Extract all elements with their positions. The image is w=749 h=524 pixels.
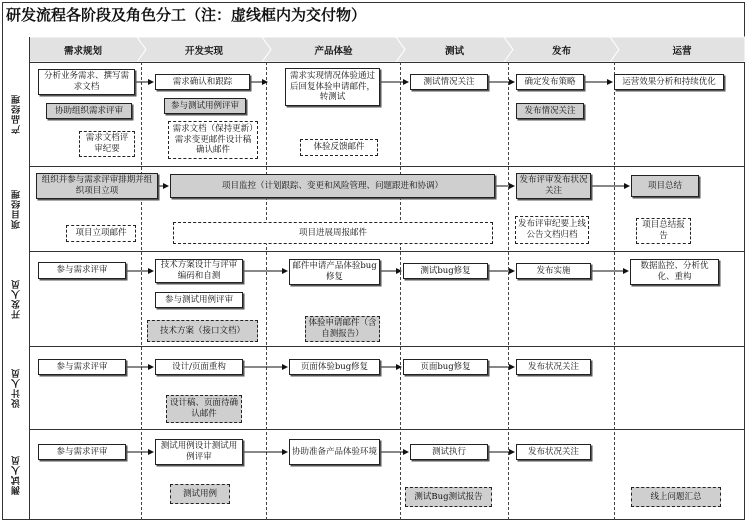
release-strategy-box: 确定发布策略 bbox=[516, 74, 584, 90]
experience-mail-deliverable: 体验申请邮件（含自测报告） bbox=[305, 316, 380, 342]
requirement-doc-deliverable: 需求文档（保持更新）需求变更邮件设计稿确认邮件 bbox=[168, 121, 258, 159]
dev-join-test-review-box: 参与测试用例评审 bbox=[155, 292, 243, 308]
page-bug-fix-box: 页面bug修复 bbox=[403, 359, 488, 375]
dev-join-review-box: 参与需求评审 bbox=[38, 262, 126, 279]
design-confirm-mail-deliverable: 设计稿、页面待确认邮件 bbox=[166, 395, 242, 423]
role-product-manager: 产品经理 bbox=[11, 94, 22, 134]
role-designer: 设计人员 bbox=[11, 367, 22, 408]
organize-review-box: 组织并参与需求评审排期并组织项目立项 bbox=[36, 173, 158, 199]
experience-bug-fix-box: 邮件申请产品体验bug修复 bbox=[289, 259, 380, 285]
phase-requirements: 需求规划 bbox=[63, 45, 102, 57]
project-summary-box: 项目总结 bbox=[631, 175, 699, 197]
release-minutes-deliverable: 发布评审纪要上线公告文档归档 bbox=[515, 216, 589, 244]
test-execute-box: 测试执行 bbox=[410, 444, 488, 460]
release-review-box: 发布评审发布状况关注 bbox=[516, 173, 591, 199]
page-experience-fix-box: 页面体验bug修复 bbox=[289, 359, 380, 375]
kickoff-mail-deliverable: 项目立项邮件 bbox=[66, 225, 136, 242]
qa-release-focus-box: 发布状况关注 bbox=[516, 444, 591, 460]
ops-analysis-box: 运营效果分析和持续优化 bbox=[614, 74, 724, 90]
deploy-box: 发布实施 bbox=[516, 263, 591, 279]
role-tester: 测试人员 bbox=[11, 454, 22, 495]
issue-summary-deliverable: 线上问题汇总 bbox=[631, 487, 721, 507]
release-focus-box: 发布情况关注 bbox=[516, 103, 584, 119]
summary-report-deliverable: 项目总结报告 bbox=[636, 218, 691, 244]
weekly-report-deliverable: 项目进展周报邮件 bbox=[173, 222, 493, 244]
bug-report-deliverable: 测试Bug测试报告 bbox=[405, 487, 492, 507]
diagram-title: 研发流程各阶段及角色分工（注：虚线框内为交付物） bbox=[6, 6, 367, 24]
join-test-review-box: 参与测试用例评审 bbox=[164, 98, 246, 114]
design-release-focus-box: 发布状况关注 bbox=[516, 359, 591, 375]
phase-testing: 测试 bbox=[444, 45, 464, 57]
assist-review-box: 协助组织需求评审 bbox=[46, 103, 132, 119]
page-design-box: 设计/页面重构 bbox=[155, 359, 243, 375]
tech-doc-deliverable: 技术方案（接口文档） bbox=[147, 320, 258, 342]
test-bug-fix-box: 测试bug修复 bbox=[403, 263, 488, 279]
tech-design-box: 技术方案设计与评审编码和自测 bbox=[155, 259, 243, 283]
test-cases-deliverable: 测试用例 bbox=[170, 484, 230, 504]
design-join-review-box: 参与需求评审 bbox=[38, 359, 126, 375]
analyze-requirements-box: 分析业务需求、撰写需求文档 bbox=[38, 69, 135, 95]
project-monitor-box: 项目监控（计划跟踪、变更和风险管理、问题跟进和协调） bbox=[170, 174, 495, 198]
requirement-minutes-deliverable: 需求文档评审纪要 bbox=[79, 131, 135, 157]
role-project-manager: 项目经理 bbox=[11, 188, 22, 229]
phase-release: 发布 bbox=[551, 45, 571, 57]
phase-development: 开发实现 bbox=[184, 45, 223, 57]
test-case-design-box: 测试用例设计测试用例评审 bbox=[155, 439, 243, 465]
data-monitor-box: 数据监控、分析优化、重构 bbox=[630, 259, 719, 285]
experience-env-box: 协助准备产品体验环境 bbox=[289, 439, 380, 465]
qa-join-review-box: 参与需求评审 bbox=[38, 444, 126, 460]
feedback-mail-deliverable: 体验反馈邮件 bbox=[300, 139, 378, 156]
phase-experience: 产品体验 bbox=[314, 45, 353, 57]
experience-box: 需求实现情况体验通过后回复体验申请邮件，转测试 bbox=[285, 68, 380, 106]
phase-operation: 运营 bbox=[672, 45, 692, 57]
test-focus-box: 测试情况关注 bbox=[410, 74, 488, 90]
role-developer: 开发人员 bbox=[11, 278, 22, 319]
confirm-track-box: 需求确认和跟踪 bbox=[155, 74, 250, 90]
